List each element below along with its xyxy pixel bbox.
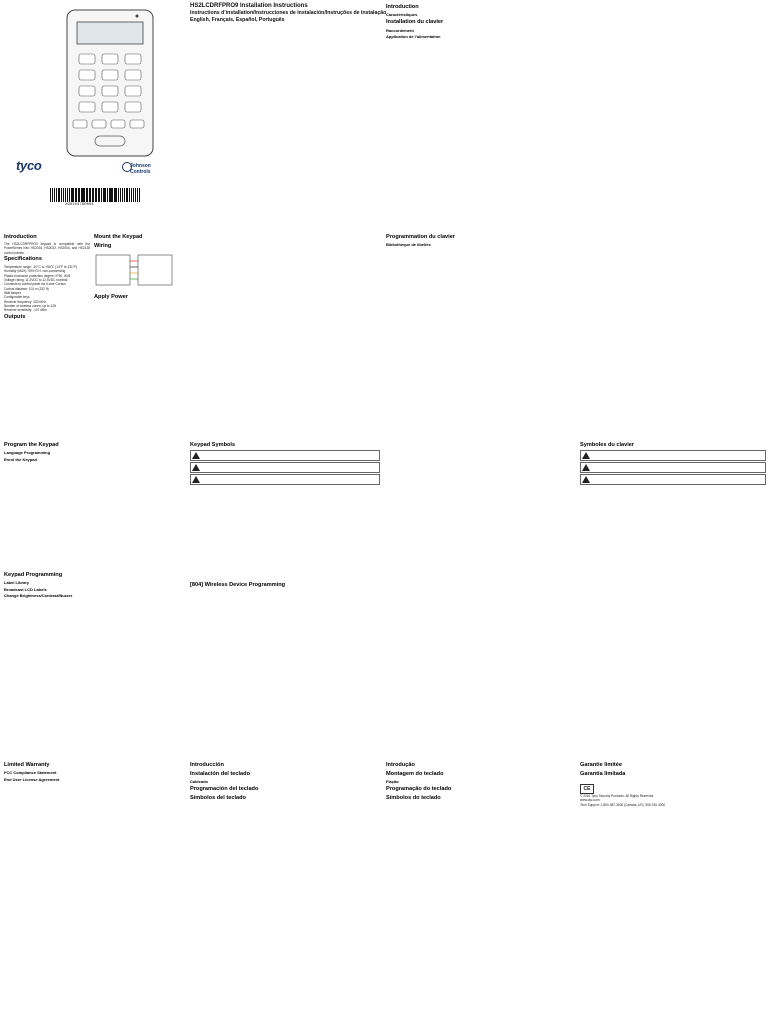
en-wireless-heading: [804] Wireless Device Programming (190, 581, 286, 588)
en-program-heading: Program the Keypad (4, 441, 59, 448)
es-install-heading: Instalación del teclado (190, 770, 250, 777)
barcode-bar (54, 188, 55, 202)
barcode-bar (103, 188, 104, 202)
document-title: HS2LCDRFPRO9 Installation Instructions (190, 3, 308, 9)
barcode-bar (58, 188, 60, 202)
barcode-bar (110, 188, 112, 202)
wiring-diagram (94, 251, 174, 291)
en-wiring-heading: Wiring (94, 242, 112, 249)
fr-introduction-heading: Introduction (386, 3, 419, 10)
barcode-bar (124, 188, 125, 202)
en-broadcast-heading: Broadcast LCD Labels (4, 586, 47, 592)
en-apply-power-heading: Apply Power (94, 293, 128, 300)
barcode-bar (135, 188, 136, 202)
barcode-bar (69, 188, 71, 202)
barcode-bar (109, 188, 110, 202)
fr-connections-heading: Raccordement (386, 27, 414, 33)
pt-install-heading: Montagem do teclado (386, 770, 444, 777)
en-column-wireless (190, 580, 380, 740)
barcode-bar (82, 188, 84, 202)
johnson-controls-logo: Johnson Controls (130, 163, 151, 175)
en-backlight-heading: Change Brightness/Contrast/Buzzer (4, 593, 73, 599)
barcode-bar (95, 188, 97, 202)
pt-warranty-heading: Garantia limitada (580, 770, 626, 777)
fr-installation-heading: Installation du clavier (386, 19, 444, 26)
fr-caution-symbol-row (580, 462, 766, 473)
barcode-bar (87, 188, 88, 202)
es-column (190, 760, 380, 1015)
tyco-logo: tyco (16, 158, 42, 173)
es-introduction-heading: Introducción (190, 761, 224, 768)
fr-legal-column (580, 760, 766, 1015)
es-symbols-heading: Símbolos del teclado (190, 795, 246, 802)
fr-label-heading: Bibliothèque de libellés (386, 242, 431, 248)
barcode-bar (115, 188, 117, 202)
barcode-bar (71, 188, 73, 202)
barcode-bar (104, 188, 106, 202)
barcode-bar (133, 188, 134, 202)
en-fcc-heading: FCC Compliance Statement (4, 770, 57, 776)
barcode-bar (89, 188, 91, 202)
fr-symbols-heading: Symboles du clavier (580, 441, 635, 448)
en-specifications-list: Temperature range: -10°C to +55°C (14°F to 131°F) Humidity (MAX): 93% R.H. non-condensing Plastic enclosure protection degree: IP30, IK04 Voltage rating: 11.3VDC to 12.5VDC nominal Connects to control panel via 4-wire Corbus Corbus distance: 101 m (332 ft) Wall tamper Configurable keys Receiver frequency: 433 MHz Number of wireless zones: up to 128 Receiver sensitivity: -107 dBm (4, 265, 78, 313)
document-subtitle: Instructions d’installation/Instrucciones de instalación/Instruções de instalação (190, 10, 387, 17)
en-limited-warranty-heading: Limited Warranty (4, 761, 50, 768)
note-triangle-icon (192, 476, 200, 483)
warning-triangle-icon (192, 452, 200, 459)
barcode (50, 188, 140, 202)
barcode-bar (129, 188, 130, 202)
footer-website: www.dsc.com (580, 798, 600, 803)
pt-symbols-heading: Símbolos do teclado (386, 795, 441, 802)
footer (580, 784, 766, 807)
barcode-bar (76, 188, 77, 202)
barcode-bar (67, 188, 68, 202)
keypad-illustration (65, 8, 155, 158)
barcode-bar (137, 188, 139, 202)
pt-program-heading: Programação do teclado (386, 786, 452, 793)
en-label-library-heading: Label Library (4, 580, 30, 586)
pt-introduction-heading: Introdução (386, 761, 415, 768)
en-enrol-heading: Enrol the Keypad (4, 456, 37, 462)
fr-warning-symbol-row (580, 450, 766, 461)
barcode-bar (126, 188, 128, 202)
fr-specs-heading: Caractéristiques (386, 12, 418, 18)
barcode-bar (63, 188, 65, 202)
en-mount-heading: Mount the Keypad (94, 233, 143, 240)
fr-warning-triangle-icon (582, 452, 590, 459)
en-column-program (4, 440, 180, 560)
barcode-bar (120, 188, 122, 202)
note-symbol-row (190, 474, 380, 485)
barcode-bar (86, 188, 87, 202)
en-column-keypad-programming (4, 570, 180, 740)
barcode-bar (81, 188, 82, 202)
en-introduction-heading: Introduction (4, 233, 37, 240)
fr-apply-power-heading: Application de l’alimentation (386, 34, 441, 40)
en-introduction-text: The HS2LCDRFPRO9 keypad is compatible with the PowerSeries Neo HS2016, HS2032, HS2064, and HS2128 control panels. (4, 242, 90, 255)
footer-copyright: © 2016 Tyco Security Products. All Rights Reserved. (580, 794, 655, 799)
en-column-mount (94, 232, 180, 432)
pt-wiring-heading: Fiação (386, 779, 399, 785)
barcode-bar (92, 188, 93, 202)
caution-triangle-icon (192, 464, 200, 471)
barcode-bar (65, 188, 66, 202)
ce-mark-icon: CE (580, 784, 594, 794)
barcode-bar (122, 188, 123, 202)
barcode-number: 29010476R001 (65, 203, 94, 207)
fr-program-heading: Programmation du clavier (386, 233, 456, 240)
barcode-bar (78, 188, 80, 202)
en-specifications-heading: Specifications (4, 256, 42, 263)
en-keypad-programming-heading: Keypad Programming (4, 571, 63, 578)
document-languages: English, Français, Español, Português (190, 17, 285, 24)
fr-warranty-heading: Garantie limitée (580, 761, 622, 768)
document-title-block (190, 2, 400, 24)
barcode-bar (56, 188, 57, 202)
barcode-bar (52, 188, 54, 202)
barcode-bar (118, 188, 119, 202)
barcode-bar (107, 188, 108, 202)
fr-caution-triangle-icon (582, 464, 590, 471)
product-header-area (10, 2, 188, 210)
es-wiring-heading: Cableado (190, 779, 209, 785)
en-eula-heading: End User License Agreement (4, 776, 60, 782)
caution-symbol-row (190, 462, 380, 473)
barcode-bar (61, 188, 62, 202)
fr-note-symbol-row (580, 474, 766, 485)
warning-symbol-row (190, 450, 380, 461)
es-program-heading: Programación del teclado (190, 786, 259, 793)
barcode-bar (93, 188, 94, 202)
footer-tech-support: Tech Support: 1-800-387-3630 (Canada, US), 905-760-3000 (580, 802, 666, 807)
en-column-symbols (190, 440, 380, 570)
barcode-bar (101, 188, 102, 202)
fr-note-triangle-icon (582, 476, 590, 483)
barcode-bar (50, 188, 51, 202)
en-outputs-heading: Outputs (4, 313, 26, 320)
barcode-bar (114, 188, 115, 202)
en-keypad-symbols-heading: Keypad Symbols (190, 441, 236, 448)
fr-column-symbols (580, 440, 766, 570)
pt-column (386, 760, 576, 1015)
barcode-bar (98, 188, 100, 202)
fr-column-top (386, 2, 576, 217)
en-language-heading: Language Programming (4, 450, 51, 456)
barcode-bar (131, 188, 133, 202)
fr-column-program (386, 232, 576, 432)
en-legal-column (4, 760, 184, 1015)
barcode-bar (75, 188, 76, 202)
barcode-bar (139, 188, 140, 202)
en-column-intro (4, 232, 90, 432)
